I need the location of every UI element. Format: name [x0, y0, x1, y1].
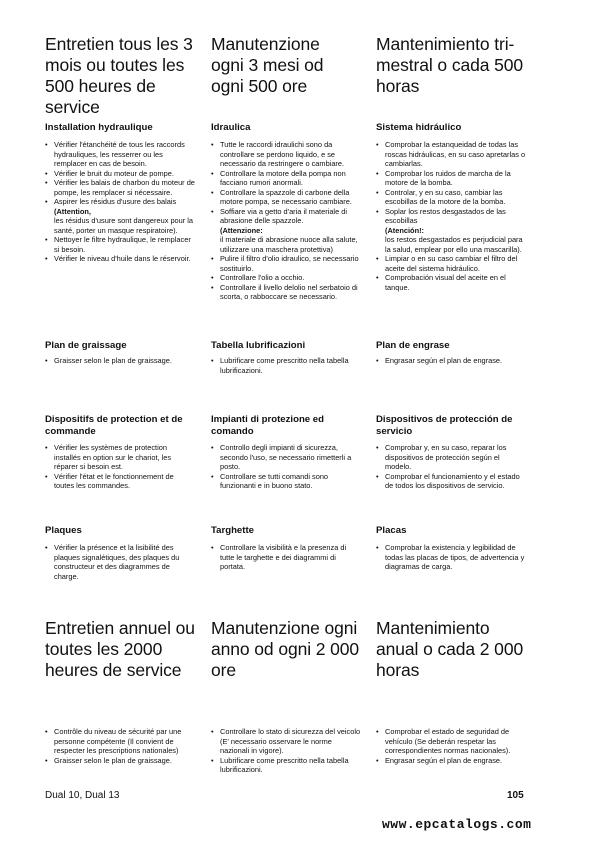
hydraulics-heading-es: Sistema hidráulico — [376, 122, 462, 133]
list-item: • Controllare se tutti comandi sono funzionanti e in buono stato. — [211, 472, 361, 491]
list-item: • Comprobar y, en su caso, reparar los dispositivos de protección según el modelo. — [376, 443, 526, 472]
list-item: • Controllare il livello delolio nel serbatoio di scorta, o rabboccare se necessario. — [211, 283, 361, 302]
list-item: • Vérifier l'étanchéité de tous les raccords hydrauliques, les resserrer ou les remplacer en cas de besoin. — [45, 140, 195, 169]
page-number: 105 — [507, 790, 524, 801]
lubrication-heading-fr: Plan de graissage — [45, 340, 127, 351]
note-text: les résidus d'usure sont dangereux pour la santé, porter un masque respiratoire). — [54, 216, 194, 235]
list-item: • Comprobar la existencia y legibilidad de todas las placas de tipos, de advertencia y diagramas de carga. — [376, 543, 528, 572]
note-heading: (Attenzione: — [220, 225, 263, 235]
list-item: • Comprobar la estanqueidad de todas las roscas hidráulicas, en su caso apretarlas o cambiarlas. — [376, 140, 528, 169]
section1-title-fr: Entretien tous les 3 mois ou toutes les 500 heures de service — [45, 34, 193, 117]
list-item: • Comprobar el funcionamiento y el estado de todos los dispositivos de servicio. — [376, 472, 526, 491]
footer-model: Dual 10, Dual 13 — [45, 790, 120, 801]
list-item: • Pulire il filtro d'olio idraulico, se necessario sostituirlo. — [211, 254, 361, 273]
hydraulics-heading-it: Idraulica — [211, 122, 251, 133]
protection-list-it — [211, 443, 361, 491]
list-item-text: Aspirer les résidus d'usure des balais — [54, 197, 177, 206]
section2-title-es: Mantenimiento anual o cada 2 000 horas — [376, 618, 524, 680]
list-item — [211, 207, 361, 255]
list-item: • Controllare lo stato di sicurezza del veicolo (E' necessario osservare le norme nazionali in vigore). — [211, 727, 361, 756]
hydraulics-list-fr — [45, 140, 195, 264]
list-item: • Limpiar o en su caso cambiar el filtro del aceite del sistema hidráulico. — [376, 254, 528, 273]
lubrication-list-it — [211, 356, 361, 375]
list-item: • Graisser selon le plan de graissage. — [45, 356, 195, 366]
annual-list-it — [211, 727, 361, 775]
watermark: www.epcatalogs.com — [382, 817, 532, 832]
list-item — [45, 197, 195, 235]
list-item: • Vérifier le niveau d'huile dans le réservoir. — [45, 254, 195, 264]
hydraulics-heading-fr: Installation hydraulique — [45, 122, 153, 133]
protection-heading-it: Impianti di protezione ed comando — [211, 414, 324, 437]
section2-title-it: Manutenzione ogni anno od ogni 2 000 ore — [211, 618, 360, 680]
lubrication-list-fr — [45, 356, 195, 366]
list-item: • Engrasar según el plan de engrase. — [376, 756, 528, 766]
list-item: • Vérifier le bruit du moteur de pompe. — [45, 169, 195, 179]
list-item: • Comprobar el estado de seguridad de vehículo (Se deberán respetar las correspondientes normas nacionales). — [376, 727, 528, 756]
lubrication-heading-es: Plan de engrase — [376, 340, 450, 351]
section1-title-it: Manutenzione ogni 3 mesi od ogni 500 ore — [211, 34, 324, 96]
lubrication-heading-it: Tabella lubrificazioni — [211, 340, 306, 351]
list-item: • Controllare la motore della pompa non facciano rumori anormali. — [211, 169, 361, 188]
list-item: • Vérifier les balais de charbon du moteur de pompe, les remplacer si nécessaire. — [45, 178, 195, 197]
plates-heading-es: Placas — [376, 525, 407, 536]
plates-list-fr — [45, 543, 195, 581]
list-item-text: Soffiare via a getto d'aria il materiale di abrasione delle spazzole. — [220, 206, 347, 225]
annual-list-es — [376, 727, 528, 765]
note-heading: (Attention, — [54, 206, 91, 216]
list-item: • Vérifier l'état et le fonctionnement de toutes les commandes. — [45, 472, 190, 491]
plates-list-it — [211, 543, 361, 572]
list-item: • Vérifier la présence et la lisibilité des plaques signalétiques, des plaques du constructeur et des diagrammes de charge. — [45, 543, 195, 581]
list-item: • Controllare la visibilità e la presenza di tutte le targhette e dei diagrammi di portata. — [211, 543, 361, 572]
list-item: • Comprobar los ruidos de marcha de la motore de la bomba. — [376, 169, 528, 188]
list-item — [376, 207, 528, 255]
section1-title-es: Mantenimiento tri-mestral o cada 500 horas — [376, 34, 524, 96]
list-item: • Graisser selon le plan de graissage. — [45, 756, 195, 766]
list-item: • Controlar, y en su caso, cambiar las escobillas de la motore de la bomba. — [376, 188, 528, 207]
lubrication-list-es — [376, 356, 526, 366]
plates-heading-it: Targhette — [211, 525, 254, 536]
list-item: • Lubrificare come prescritto nella tabella lubrificazioni. — [211, 356, 361, 375]
protection-list-fr — [45, 443, 190, 491]
list-item: • Controllare la spazzole di carbone della motore pompa, se necessario cambiare. — [211, 188, 361, 207]
list-item: • Vérifier les systèmes de protection installés en option sur le chariot, les réparer si besoin est. — [45, 443, 190, 472]
list-item: • Controllo degli impianti di sicurezza, secondo l'uso, se necessario rimetterli a posto. — [211, 443, 361, 472]
section2-title-fr: Entretien annuel ou toutes les 2000 heures de service — [45, 618, 195, 680]
list-item: • Tutte le raccordi idraulichi sono da controllare se perdono liquido, e se necessario da restringere o cambiare. — [211, 140, 361, 169]
list-item: • Contrôle du niveau de sécurité par une personne compétente (Il convient de respecter les prescriptions nationales) — [45, 727, 195, 756]
list-item: • Engrasar según el plan de engrase. — [376, 356, 526, 366]
protection-heading-fr: Dispositifs de protection et de commande — [45, 414, 183, 437]
list-item: • Comprobación visual del aceite en el tanque. — [376, 273, 528, 292]
plates-heading-fr: Plaques — [45, 525, 82, 536]
note-text: los restos desgastados es perjudicial para la salud, emplear por ello una mascarilla). — [385, 235, 523, 254]
list-item-text: Soplar los restos desgastados de las escobillas — [385, 206, 506, 225]
hydraulics-list-es — [376, 140, 528, 292]
list-item: • Nettoyer le filtre hydraulique, le remplacer si besoin. — [45, 235, 195, 254]
protection-list-es — [376, 443, 526, 491]
hydraulics-list-it — [211, 140, 361, 302]
protection-heading-es: Dispositivos de protección de servicio — [376, 414, 513, 437]
list-item: • Lubrificare come prescritto nella tabella lubrificazioni. — [211, 756, 361, 775]
plates-list-es — [376, 543, 528, 572]
note-text: il materiale di abrasione nuoce alla salute, utilizzare una maschera protettiva) — [220, 235, 358, 254]
annual-list-fr — [45, 727, 195, 765]
list-item: • Controllare l'olio a occhio. — [211, 273, 361, 283]
note-heading: (Atención!: — [385, 225, 424, 235]
